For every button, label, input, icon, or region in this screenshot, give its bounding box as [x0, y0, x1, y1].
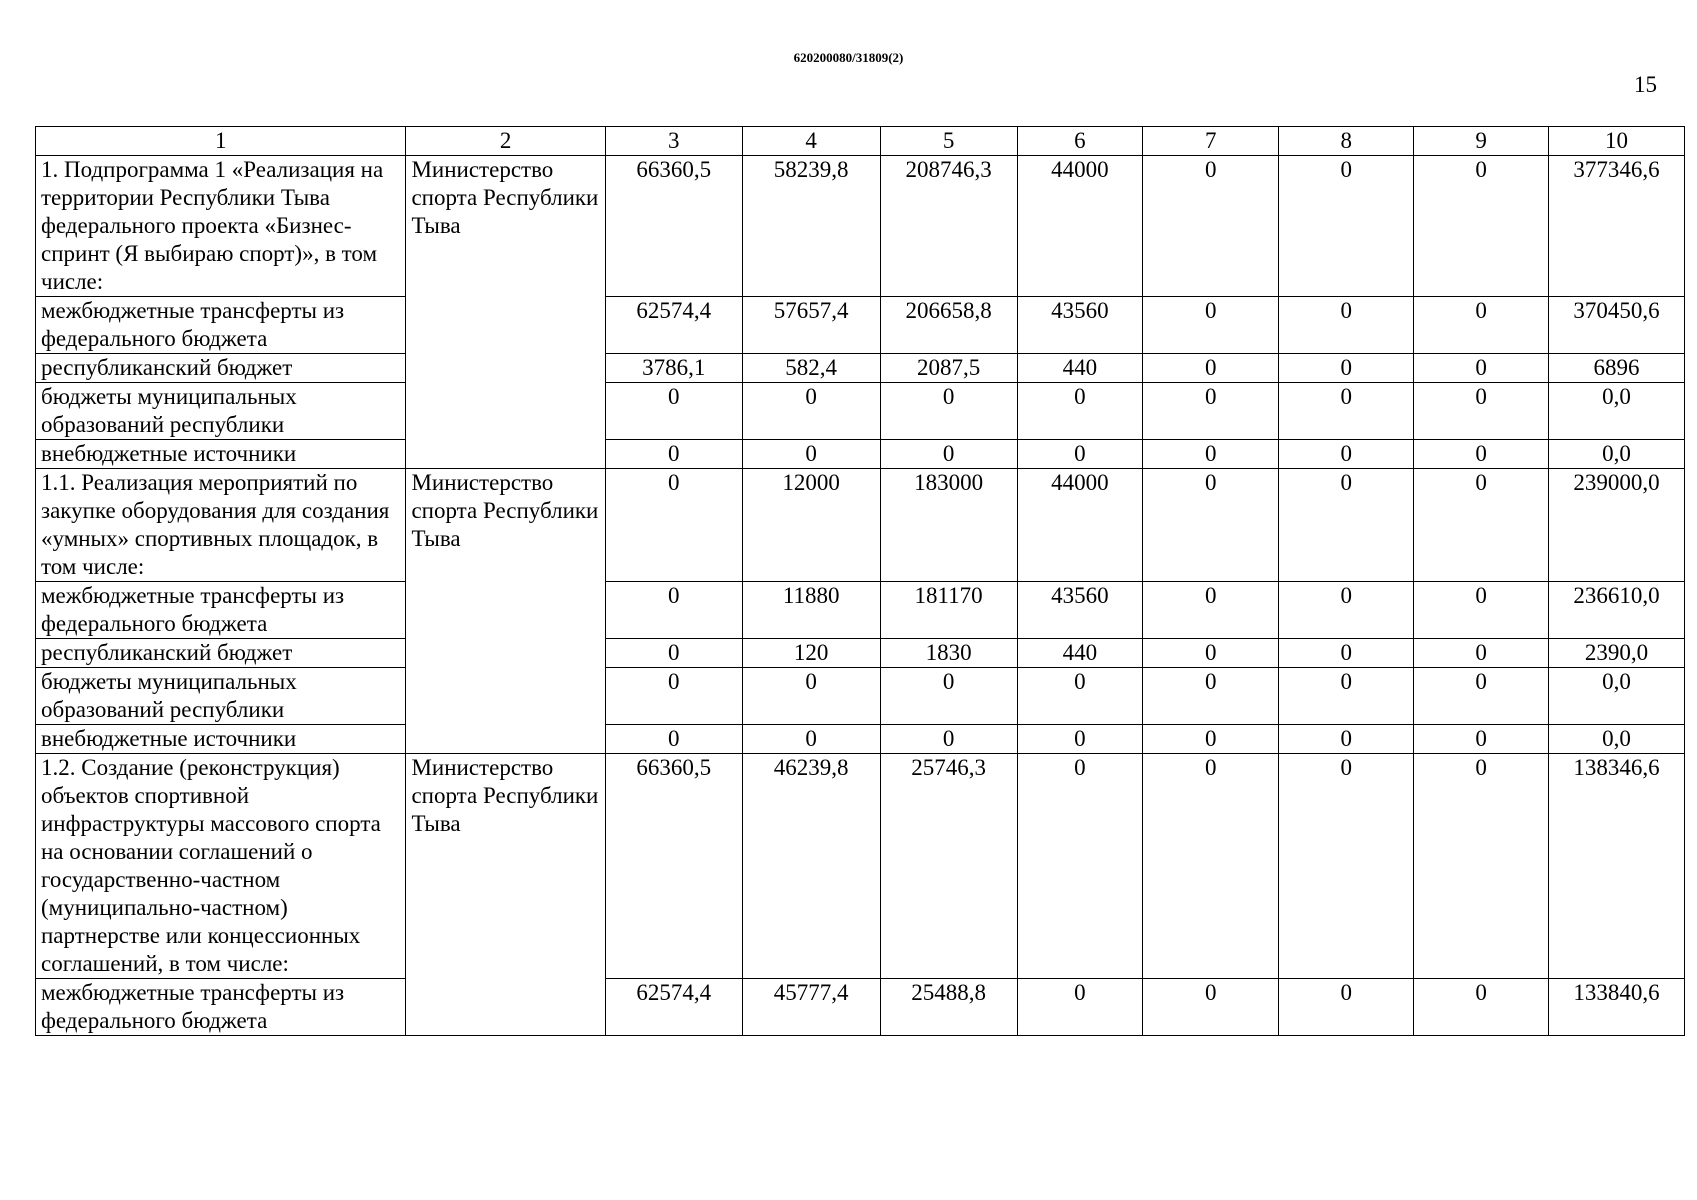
value-cell: 66360,5 [605, 156, 742, 297]
value-cell: 66360,5 [605, 754, 742, 979]
value-cell: 582,4 [742, 354, 880, 383]
value-cell: 0 [1143, 668, 1279, 725]
column-header: 8 [1279, 127, 1414, 156]
value-cell: 0 [880, 383, 1017, 440]
value-cell: 0 [1414, 582, 1549, 639]
value-cell: 45777,4 [742, 979, 880, 1036]
value-cell: 0 [1279, 354, 1414, 383]
row-label: 1.2. Создание (реконструкция) объектов спортивной инфраструктуры массового спорта на основании соглашений о государственно-частном (муниципально-частном) партнерстве или концессионных соглашений, в том числе: [36, 754, 406, 979]
row-label: межбюджетные трансферты из федерального бюджета [36, 297, 406, 354]
value-cell: 0 [605, 440, 742, 469]
value-cell: 0 [1279, 297, 1414, 354]
value-cell: 0 [605, 725, 742, 754]
value-cell: 0 [1414, 354, 1549, 383]
value-cell: 0 [605, 582, 742, 639]
value-cell: 0 [1143, 469, 1279, 582]
value-cell: 0 [1143, 639, 1279, 668]
value-cell: 0 [1414, 297, 1549, 354]
value-cell: 0 [1414, 668, 1549, 725]
value-cell: 25746,3 [880, 754, 1017, 979]
value-cell: 44000 [1017, 469, 1143, 582]
table-row [36, 156, 1685, 297]
value-cell: 0,0 [1549, 440, 1685, 469]
value-cell: 6896 [1549, 354, 1685, 383]
row-label: внебюджетные источники [36, 725, 406, 754]
value-cell: 377346,6 [1549, 156, 1685, 297]
value-cell: 0 [1414, 469, 1549, 582]
value-cell: 12000 [742, 469, 880, 582]
column-header: 1 [36, 127, 406, 156]
value-cell: 183000 [880, 469, 1017, 582]
value-cell: 208746,3 [880, 156, 1017, 297]
value-cell: 62574,4 [605, 979, 742, 1036]
column-header: 9 [1414, 127, 1549, 156]
value-cell: 0 [1143, 354, 1279, 383]
table-row [36, 639, 1685, 668]
value-cell: 0 [1279, 979, 1414, 1036]
value-cell: 0 [1143, 754, 1279, 979]
value-cell: 2390,0 [1549, 639, 1685, 668]
value-cell: 0 [742, 668, 880, 725]
value-cell: 0,0 [1549, 668, 1685, 725]
value-cell: 0 [1017, 754, 1143, 979]
value-cell: 0 [1279, 440, 1414, 469]
value-cell: 0 [1414, 639, 1549, 668]
value-cell: 440 [1017, 354, 1143, 383]
value-cell: 370450,6 [1549, 297, 1685, 354]
value-cell: 46239,8 [742, 754, 880, 979]
value-cell: 62574,4 [605, 297, 742, 354]
value-cell: 0 [880, 440, 1017, 469]
value-cell: 0 [1143, 440, 1279, 469]
value-cell: 58239,8 [742, 156, 880, 297]
value-cell: 0 [1143, 582, 1279, 639]
value-cell: 0 [1143, 156, 1279, 297]
value-cell: 1830 [880, 639, 1017, 668]
responsible-executor: Министерство спорта Республики Тыва [406, 469, 605, 754]
table-row [36, 383, 1685, 440]
row-label: внебюджетные источники [36, 440, 406, 469]
row-label: межбюджетные трансферты из федерального бюджета [36, 979, 406, 1036]
value-cell: 0 [1017, 440, 1143, 469]
value-cell: 120 [742, 639, 880, 668]
row-label: межбюджетные трансферты из федерального бюджета [36, 582, 406, 639]
value-cell: 43560 [1017, 297, 1143, 354]
value-cell: 0 [1143, 383, 1279, 440]
header-row [36, 127, 1685, 156]
value-cell: 0 [1279, 582, 1414, 639]
table-row [36, 979, 1685, 1036]
value-cell: 0 [605, 383, 742, 440]
table-row [36, 754, 1685, 979]
value-cell: 0 [1017, 383, 1143, 440]
value-cell: 0 [1017, 725, 1143, 754]
value-cell: 0,0 [1549, 725, 1685, 754]
table-body [36, 127, 1685, 1036]
value-cell: 0 [1414, 440, 1549, 469]
row-label: 1.1. Реализация мероприятий по закупке оборудования для создания «умных» спортивных площадок, в том числе: [36, 469, 406, 582]
value-cell: 0 [1414, 725, 1549, 754]
row-label: 1. Подпрограмма 1 «Реализация на территории Республики Тыва федерального проекта «Бизнес-спринт (Я выбираю спорт)», в том числе: [36, 156, 406, 297]
column-header: 7 [1143, 127, 1279, 156]
column-header: 3 [605, 127, 742, 156]
table-row [36, 354, 1685, 383]
value-cell: 0 [1017, 668, 1143, 725]
value-cell: 138346,6 [1549, 754, 1685, 979]
value-cell: 239000,0 [1549, 469, 1685, 582]
value-cell: 0 [1279, 754, 1414, 979]
column-header: 6 [1017, 127, 1143, 156]
value-cell: 0 [1414, 754, 1549, 979]
value-cell: 0,0 [1549, 383, 1685, 440]
responsible-executor: Министерство спорта Республики Тыва [406, 754, 605, 1036]
table-row [36, 725, 1685, 754]
value-cell: 25488,8 [880, 979, 1017, 1036]
value-cell: 57657,4 [742, 297, 880, 354]
value-cell: 206658,8 [880, 297, 1017, 354]
value-cell: 0 [742, 725, 880, 754]
responsible-executor: Министерство спорта Республики Тыва [406, 156, 605, 469]
value-cell: 2087,5 [880, 354, 1017, 383]
value-cell: 0 [1279, 156, 1414, 297]
page-number: 15 [1634, 72, 1657, 97]
value-cell: 3786,1 [605, 354, 742, 383]
value-cell: 0 [1143, 979, 1279, 1036]
row-label: бюджеты муниципальных образований республики [36, 383, 406, 440]
value-cell: 133840,6 [1549, 979, 1685, 1036]
value-cell: 43560 [1017, 582, 1143, 639]
value-cell: 0 [1143, 725, 1279, 754]
value-cell: 0 [1143, 297, 1279, 354]
table-row [36, 582, 1685, 639]
value-cell: 0 [1414, 156, 1549, 297]
value-cell: 0 [880, 725, 1017, 754]
value-cell: 0 [1279, 469, 1414, 582]
row-label: бюджеты муниципальных образований республики [36, 668, 406, 725]
value-cell: 0 [1279, 383, 1414, 440]
row-label: республиканский бюджет [36, 354, 406, 383]
value-cell: 181170 [880, 582, 1017, 639]
value-cell: 0 [1017, 979, 1143, 1036]
value-cell: 0 [742, 440, 880, 469]
value-cell: 0 [1279, 725, 1414, 754]
value-cell: 11880 [742, 582, 880, 639]
column-header: 2 [406, 127, 605, 156]
column-header: 4 [742, 127, 880, 156]
budget-table [35, 126, 1685, 1036]
row-label: республиканский бюджет [36, 639, 406, 668]
value-cell: 0 [742, 383, 880, 440]
value-cell: 0 [1279, 639, 1414, 668]
table-row [36, 469, 1685, 582]
value-cell: 0 [1279, 668, 1414, 725]
document-id: 620200080/31809(2) [793, 50, 904, 65]
value-cell: 0 [605, 668, 742, 725]
value-cell: 0 [1414, 383, 1549, 440]
value-cell: 0 [880, 668, 1017, 725]
table-row [36, 297, 1685, 354]
value-cell: 0 [605, 469, 742, 582]
value-cell: 236610,0 [1549, 582, 1685, 639]
table-row [36, 668, 1685, 725]
value-cell: 44000 [1017, 156, 1143, 297]
column-header: 10 [1549, 127, 1685, 156]
value-cell: 0 [605, 639, 742, 668]
value-cell: 0 [1414, 979, 1549, 1036]
value-cell: 440 [1017, 639, 1143, 668]
column-header: 5 [880, 127, 1017, 156]
table-row [36, 440, 1685, 469]
